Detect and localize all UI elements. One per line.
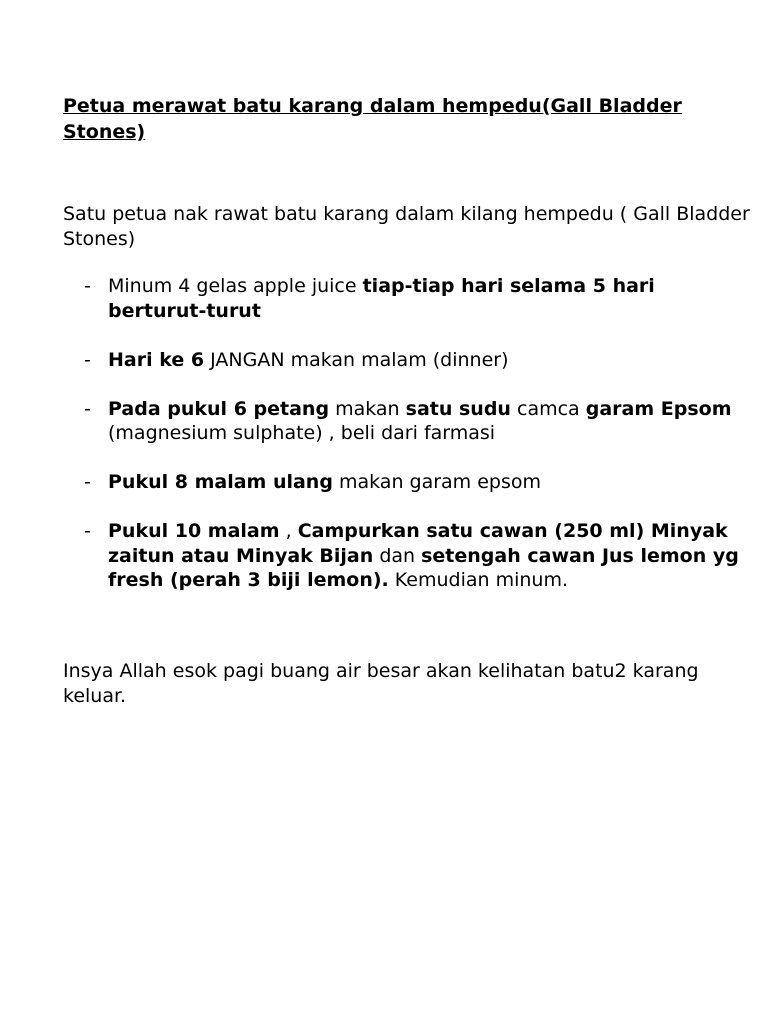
step-item <box>63 348 753 373</box>
intro-paragraph: Satu petua nak rawat batu karang dalam kilang hempedu ( Gall Bladder Stones) <box>63 203 750 250</box>
steps-list <box>63 274 753 617</box>
bullet-dash: - <box>84 397 91 420</box>
step-text: Minum 4 gelas apple juice <box>108 275 363 297</box>
step-bold-text: tiap-tiap hari selama 5 hari berturut-turut <box>108 275 655 322</box>
step-text: dan <box>373 544 422 567</box>
step-bold-text: Pada pukul 6 petang <box>108 397 330 420</box>
bullet-dash: - <box>84 275 91 297</box>
document-title: Petua merawat batu karang dalam hempedu(Gall Bladder Stones) <box>63 95 682 143</box>
bullet-dash: - <box>84 520 91 542</box>
closing-paragraph: Insya Allah esok pagi buang air besar akan kelihatan batu2 karang keluar. <box>63 660 699 707</box>
step-text: , <box>279 520 298 542</box>
step-item <box>63 397 753 446</box>
step-bold-text: Pukul 8 malam ulang <box>108 471 333 493</box>
step-text: (magnesium sulphate) , beli dari farmasi <box>108 422 496 444</box>
step-text: JANGAN makan malam (dinner) <box>204 348 509 371</box>
step-item <box>63 519 753 593</box>
step-item <box>63 274 753 323</box>
step-text: makan garam epsom <box>332 471 542 493</box>
step-item <box>63 470 753 495</box>
step-text: makan <box>329 397 406 420</box>
step-bold-text: garam Epsom <box>585 397 732 420</box>
step-bold-text: Hari ke 6 <box>108 348 205 371</box>
bullet-dash: - <box>84 471 91 493</box>
step-bold-text: Campurkan satu cawan (250 ml) Minyak zaitun atau Minyak Bijan <box>108 520 728 567</box>
step-text: Kemudian minum. <box>388 569 569 591</box>
bullet-dash: - <box>84 348 91 371</box>
step-bold-text: satu sudu <box>405 397 511 420</box>
step-text: camca <box>510 397 586 420</box>
step-bold-text: setengah cawan Jus lemon yg fresh (perah 3 biji lemon). <box>108 544 739 591</box>
step-bold-text: Pukul 10 malam <box>108 520 280 542</box>
